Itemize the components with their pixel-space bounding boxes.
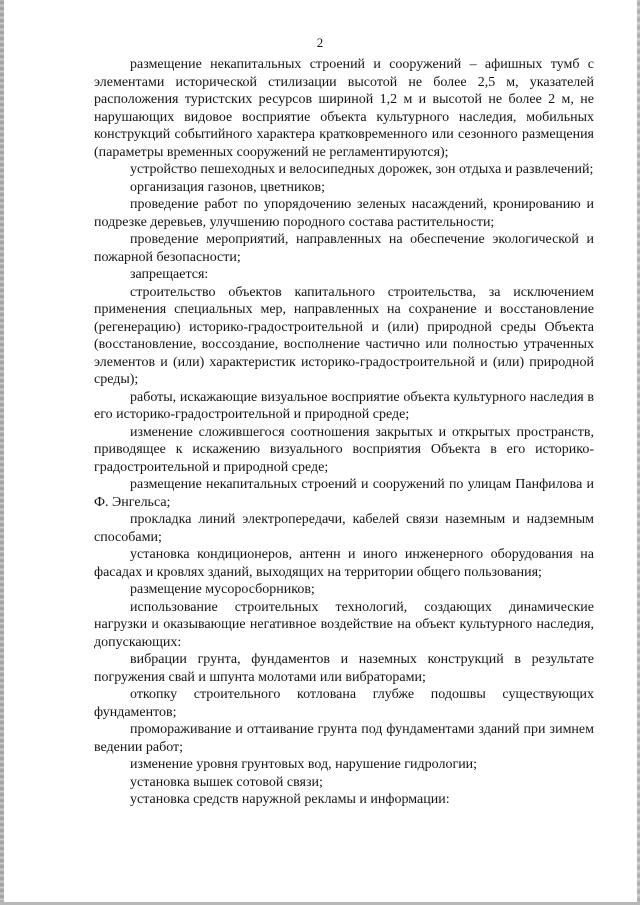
paragraph: устройство пешеходных и велосипедных дорожек, зон отдыха и развлечений; bbox=[130, 162, 594, 177]
scan-edge-left bbox=[0, 0, 4, 905]
paragraph: установка кондиционеров, антенн и иного инженерного оборудования на фасадах и кровлях зданий, выходящих на территории общего пользования; bbox=[94, 547, 594, 580]
paragraph: размещение некапитальных строений и сооружений по улицам Панфилова и Ф. Энгельса; bbox=[94, 477, 594, 510]
paragraph: размещение мусоросборников; bbox=[130, 582, 315, 597]
page-number: 2 bbox=[316, 35, 324, 50]
document-body bbox=[94, 56, 594, 809]
paragraph: откопку строительного котлована глубже подошвы существующих фундаментов; bbox=[94, 687, 594, 720]
paragraph: установка вышек сотовой связи; bbox=[130, 774, 323, 790]
paragraph: работы, искажающие визуальное восприятие объекта культурного наследия в его историко-градостроительной и природной среде; bbox=[94, 389, 594, 422]
paragraph: изменение сложившегося соотношения закрытых и открытых пространств, приводящее к искажению визуального восприятия Объекта в его историко-градостроительной и природной среде; bbox=[94, 424, 594, 475]
paragraph: изменение уровня грунтовых вод, нарушение гидрологии; bbox=[130, 757, 478, 772]
paragraph: промораживание и оттаивание грунта под фундаментами зданий при зимнем ведении работ; bbox=[94, 722, 594, 755]
paragraph: проведение мероприятий, направленных на обеспечение экологической и пожарной безопасности; bbox=[94, 232, 594, 265]
paragraph: вибрации грунта, фундаментов и наземных конструкций в результате погружения свай и шпунта молотами или вибраторами; bbox=[94, 652, 594, 685]
paragraph: использование строительных технологий, создающих динамические нагрузки и оказывающие негативное воздействие на объект культурного наследия, допускающих: bbox=[94, 599, 594, 650]
paragraph: прокладка линий электропередачи, кабелей связи наземным и надземным способами; bbox=[94, 512, 594, 545]
paragraph: организация газонов, цветников; bbox=[130, 179, 326, 195]
paragraph: строительство объектов капитального строительства, за исключением применения специальных мер, направленных на сохранение и восстановление (регенерацию) историко-градостроительной и (или) природной среды Объекта (восстановление, воссоздание, восполнение частично или полностью утраченных элементов и (или) характеристик историко-градостроительной и (или) природной среды); bbox=[94, 284, 594, 387]
paragraph: размещение некапитальных строений и сооружений – афишных тумб с элементами исторической стилизации высотой не более 2,5 м, указателей расположения туристских ресурсов шириной 1,2 м и высотой не более 2 м, не нарушающих видовое восприятие объекта культурного наследия, мобильных конструкций событийного характера кратковременного или сезонного размещения (параметры временных сооружений не регламентируются); bbox=[94, 57, 594, 160]
paragraph: проведение работ по упорядочению зеленых насаждений, кронированию и подрезке деревьев, улучшению породного состава растительности; bbox=[94, 197, 594, 230]
paragraph: запрещается: bbox=[130, 267, 209, 282]
paragraph: установка средств наружной рекламы и информации: bbox=[130, 792, 450, 807]
